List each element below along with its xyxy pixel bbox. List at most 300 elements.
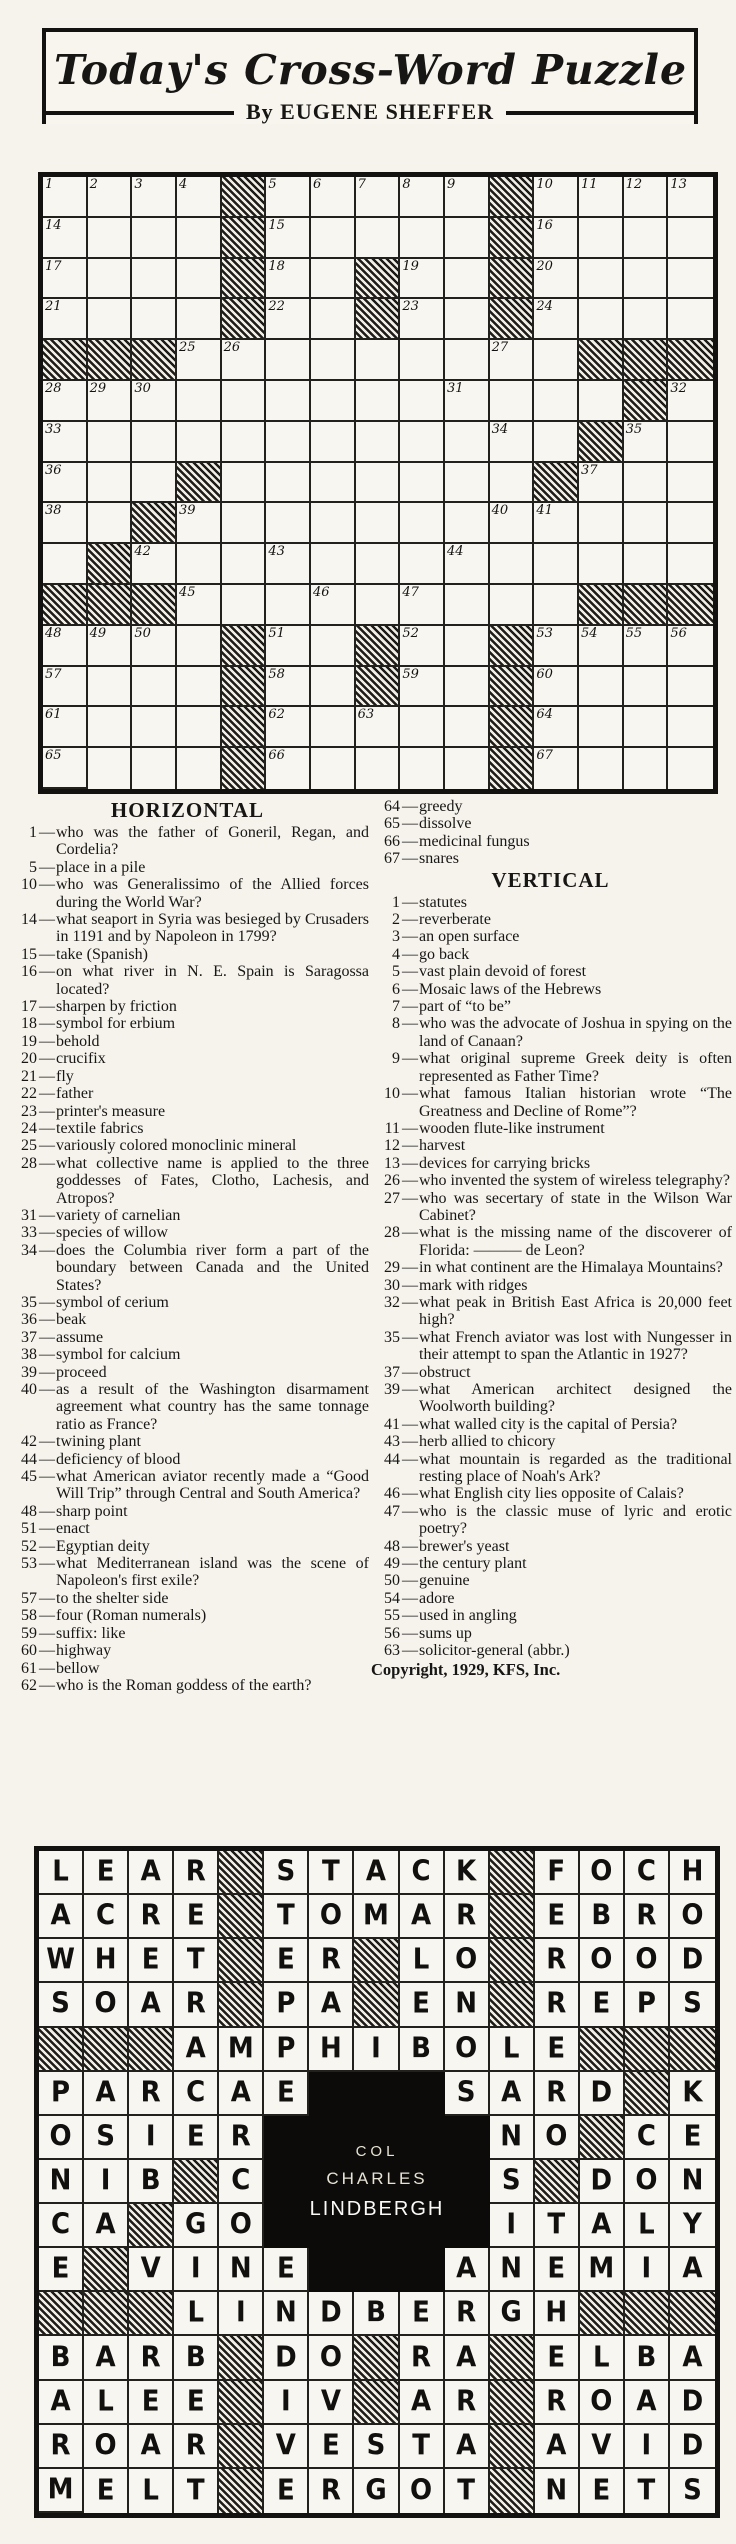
- solution-letter: E: [547, 2032, 566, 2065]
- solution-letter: N: [49, 2164, 72, 2198]
- puzzle-cell[interactable]: [445, 340, 490, 381]
- puzzle-cell[interactable]: [668, 177, 713, 218]
- clue-item: 15 — take (Spanish): [21, 945, 148, 963]
- solution-letter: H: [94, 1944, 117, 1977]
- puzzle-cell[interactable]: [132, 544, 177, 585]
- puzzle-cell[interactable]: [266, 259, 311, 300]
- puzzle-cell[interactable]: [311, 299, 356, 340]
- puzzle-cell[interactable]: [445, 259, 490, 300]
- puzzle-cell[interactable]: [624, 748, 669, 789]
- puzzle-cell[interactable]: [266, 299, 311, 340]
- black-cell: [222, 626, 267, 667]
- solution-letter: D: [275, 2341, 297, 2374]
- puzzle-cell[interactable]: [534, 748, 579, 789]
- puzzle-cell[interactable]: [490, 422, 535, 463]
- cell-number: 19: [402, 258, 419, 274]
- solution-letter-cell: [535, 2072, 580, 2116]
- puzzle-cell[interactable]: [177, 340, 222, 381]
- solution-black-cell: [490, 2381, 535, 2425]
- puzzle-cell[interactable]: [624, 707, 669, 748]
- solution-letter: I: [100, 2164, 111, 2198]
- puzzle-cell[interactable]: [222, 544, 267, 585]
- solution-letter-cell: [625, 2204, 670, 2248]
- copyright-line: Copyright, 1929, KFS, Inc.: [371, 1659, 561, 1679]
- puzzle-cell[interactable]: [400, 259, 445, 300]
- puzzle-cell[interactable]: [624, 626, 669, 667]
- cell-number: 48: [45, 625, 62, 641]
- cell-number: 12: [625, 177, 643, 192]
- puzzle-cell[interactable]: [311, 177, 356, 218]
- solution-letter-cell: [625, 2160, 670, 2204]
- page-title: Today's Cross-Word Puzzle: [54, 46, 688, 94]
- puzzle-cell[interactable]: [43, 218, 88, 259]
- puzzle-cell[interactable]: [668, 748, 713, 789]
- solution-black-cell: [670, 2292, 715, 2336]
- puzzle-cell[interactable]: [400, 340, 445, 381]
- cell-number: 26: [223, 340, 241, 356]
- black-cell: [222, 218, 267, 259]
- puzzle-cell[interactable]: [400, 707, 445, 748]
- puzzle-cell[interactable]: [132, 667, 177, 708]
- puzzle-cell[interactable]: [311, 667, 356, 708]
- solution-letter-cell: [400, 2336, 445, 2380]
- puzzle-cell[interactable]: [177, 667, 222, 708]
- puzzle-cell[interactable]: [668, 259, 713, 300]
- puzzle-cell[interactable]: [624, 299, 669, 340]
- puzzle-cell[interactable]: [43, 503, 88, 544]
- puzzle-cell[interactable]: [668, 218, 713, 259]
- puzzle-cell[interactable]: [132, 626, 177, 667]
- puzzle-cell[interactable]: [534, 177, 579, 218]
- solution-letter: I: [371, 2032, 381, 2065]
- puzzle-cell[interactable]: [43, 177, 88, 218]
- puzzle-cell[interactable]: [88, 626, 133, 667]
- solution-letter-cell: [625, 2425, 670, 2469]
- puzzle-cell[interactable]: [132, 177, 177, 218]
- solution-letter: H: [681, 1855, 704, 1889]
- solution-black-cell: [490, 1851, 535, 1895]
- puzzle-cell[interactable]: [579, 218, 624, 259]
- puzzle-cell[interactable]: [624, 259, 669, 300]
- solution-letter-cell: [670, 1895, 715, 1939]
- puzzle-cell[interactable]: [132, 463, 177, 504]
- puzzle-cell[interactable]: [534, 503, 579, 544]
- puzzle-cell[interactable]: [534, 667, 579, 708]
- puzzle-cell[interactable]: [266, 626, 311, 667]
- clue-item: 10 — what famous Italian historian wrote “The Greatness and Decline of Rome”?: [384, 1085, 732, 1120]
- solution-black-cell: [39, 2292, 84, 2336]
- puzzle-cell[interactable]: [222, 503, 267, 544]
- puzzle-cell[interactable]: [177, 544, 222, 585]
- solution-letter-cell: [264, 1939, 309, 1983]
- solution-letter: C: [50, 2208, 71, 2242]
- cell-number: 47: [402, 584, 419, 600]
- cell-number: 13: [670, 177, 687, 192]
- puzzle-cell[interactable]: [668, 667, 713, 708]
- puzzle-cell[interactable]: [579, 503, 624, 544]
- solution-letter-cell: [400, 2469, 445, 2513]
- puzzle-cell[interactable]: [311, 585, 356, 626]
- puzzle-cell[interactable]: [43, 707, 88, 748]
- puzzle-cell[interactable]: [266, 177, 311, 218]
- clue-item: 19 — behold: [21, 1032, 100, 1050]
- puzzle-cell[interactable]: [356, 177, 401, 218]
- solution-letter-cell: [219, 2248, 264, 2292]
- solution-letter: R: [185, 1988, 206, 2021]
- puzzle-cell[interactable]: [579, 177, 624, 218]
- cell-number: 51: [268, 625, 285, 641]
- puzzle-cell[interactable]: [177, 259, 222, 300]
- solution-letter-cell: [354, 2292, 399, 2336]
- puzzle-cell[interactable]: [445, 218, 490, 259]
- puzzle-cell[interactable]: [311, 626, 356, 667]
- solution-letter-cell: [39, 2381, 84, 2425]
- puzzle-cell[interactable]: [490, 463, 535, 504]
- puzzle-cell[interactable]: [490, 381, 535, 422]
- puzzle-cell[interactable]: [266, 585, 311, 626]
- puzzle-cell[interactable]: [177, 422, 222, 463]
- solution-letter-cell: [580, 1983, 625, 2027]
- solution-letter-cell: [129, 2381, 174, 2425]
- puzzle-cell[interactable]: [266, 218, 311, 259]
- black-cell: [490, 626, 535, 667]
- solution-letter-cell: [445, 2028, 490, 2072]
- puzzle-cell[interactable]: [668, 707, 713, 748]
- puzzle-cell[interactable]: [311, 218, 356, 259]
- black-cell: [222, 667, 267, 708]
- puzzle-cell[interactable]: [43, 544, 88, 585]
- solution-letter: I: [641, 2429, 652, 2462]
- puzzle-cell[interactable]: [445, 748, 490, 789]
- solution-letter-cell: [174, 2336, 219, 2380]
- solution-letter: R: [185, 2429, 206, 2462]
- puzzle-cell[interactable]: [400, 748, 445, 789]
- puzzle-cell[interactable]: [132, 299, 177, 340]
- puzzle-cell[interactable]: [266, 544, 311, 585]
- puzzle-cell[interactable]: [177, 707, 222, 748]
- black-cell: [668, 340, 713, 381]
- solution-black-cell: [129, 2028, 174, 2072]
- puzzle-cell[interactable]: [88, 381, 133, 422]
- solution-letter-cell: [670, 2204, 715, 2248]
- puzzle-cell[interactable]: [534, 707, 579, 748]
- solution-letter: A: [230, 2076, 251, 2109]
- puzzle-cell[interactable]: [222, 585, 267, 626]
- puzzle-cell[interactable]: [579, 463, 624, 504]
- puzzle-cell[interactable]: [177, 503, 222, 544]
- clue-item: 28 — what is the missing name of the discoverer of Florida: ——— de Leon?: [384, 1224, 732, 1259]
- puzzle-cell[interactable]: [624, 463, 669, 504]
- puzzle-cell[interactable]: [579, 707, 624, 748]
- horizontal-continued-clues-list: [369, 798, 732, 868]
- solution-letter: L: [502, 2032, 520, 2065]
- puzzle-cell[interactable]: [534, 544, 579, 585]
- puzzle-cell[interactable]: [534, 299, 579, 340]
- puzzle-cell[interactable]: [43, 259, 88, 300]
- clue-item: 24 — textile fabrics: [21, 1119, 144, 1137]
- puzzle-cell[interactable]: [579, 748, 624, 789]
- puzzle-cell[interactable]: [668, 422, 713, 463]
- puzzle-cell[interactable]: [177, 299, 222, 340]
- puzzle-cell[interactable]: [132, 707, 177, 748]
- puzzle-cell[interactable]: [132, 259, 177, 300]
- solution-center-block-cell: [309, 2160, 354, 2204]
- solution-black-cell: [625, 2292, 670, 2336]
- clue-item: 55 — used in angling: [384, 1607, 517, 1625]
- puzzle-cell[interactable]: [88, 748, 133, 789]
- puzzle-cell[interactable]: [88, 667, 133, 708]
- puzzle-cell[interactable]: [88, 503, 133, 544]
- puzzle-cell[interactable]: [534, 626, 579, 667]
- puzzle-cell[interactable]: [668, 626, 713, 667]
- puzzle-cell[interactable]: [266, 707, 311, 748]
- puzzle-cell[interactable]: [579, 299, 624, 340]
- solution-letter-cell: [39, 2248, 84, 2292]
- puzzle-cell[interactable]: [177, 177, 222, 218]
- solution-center-block-cell: [445, 2116, 490, 2160]
- puzzle-cell[interactable]: [445, 299, 490, 340]
- puzzle-cell[interactable]: [624, 422, 669, 463]
- puzzle-cell[interactable]: [579, 544, 624, 585]
- puzzle-cell[interactable]: [490, 340, 535, 381]
- solution-letter-cell: [670, 1983, 715, 2027]
- puzzle-cell[interactable]: [43, 748, 88, 789]
- clue-item: 3 — an open surface: [392, 928, 520, 946]
- solution-letter: V: [591, 2429, 612, 2462]
- byline-text: By EUGENE SHEFFER: [245, 99, 495, 124]
- solution-letter: M: [47, 2473, 74, 2507]
- solution-letter-cell: [535, 2116, 580, 2160]
- solution-letter-cell: [580, 2336, 625, 2380]
- puzzle-cell[interactable]: [400, 626, 445, 667]
- puzzle-cell[interactable]: [668, 381, 713, 422]
- solution-black-cell: [84, 2292, 129, 2336]
- clue-item: 60 — highway: [21, 1642, 112, 1660]
- puzzle-cell[interactable]: [445, 707, 490, 748]
- puzzle-cell[interactable]: [624, 667, 669, 708]
- puzzle-cell[interactable]: [579, 667, 624, 708]
- puzzle-cell[interactable]: [132, 748, 177, 789]
- puzzle-cell[interactable]: [177, 626, 222, 667]
- puzzle-cell[interactable]: [490, 544, 535, 585]
- solution-black-cell: [490, 1939, 535, 1983]
- puzzle-cell[interactable]: [311, 340, 356, 381]
- solution-letter: H: [320, 2032, 342, 2065]
- puzzle-cell[interactable]: [624, 177, 669, 218]
- puzzle-cell[interactable]: [311, 707, 356, 748]
- solution-letter: O: [319, 1899, 342, 1933]
- puzzle-cell[interactable]: [579, 381, 624, 422]
- puzzle-cell[interactable]: [624, 503, 669, 544]
- puzzle-cell[interactable]: [177, 585, 222, 626]
- solution-letter-cell: [309, 2425, 354, 2469]
- puzzle-cell[interactable]: [88, 422, 133, 463]
- puzzle-cell[interactable]: [668, 463, 713, 504]
- solution-letter: R: [546, 1988, 567, 2021]
- puzzle-cell[interactable]: [668, 503, 713, 544]
- puzzle-cell[interactable]: [668, 299, 713, 340]
- solution-letter: R: [411, 2341, 432, 2374]
- solution-letter-cell: [174, 2292, 219, 2336]
- puzzle-cell[interactable]: [534, 218, 579, 259]
- solution-letter: O: [229, 2208, 252, 2242]
- solution-center-block-cell: [309, 2248, 354, 2292]
- puzzle-cell[interactable]: [266, 667, 311, 708]
- puzzle-cell[interactable]: [356, 585, 401, 626]
- solution-letter-cell: [129, 2160, 174, 2204]
- puzzle-cell[interactable]: [445, 381, 490, 422]
- solution-letter: V: [140, 2253, 161, 2286]
- solution-letter: T: [637, 2474, 656, 2508]
- puzzle-cell[interactable]: [43, 299, 88, 340]
- puzzle-cell[interactable]: [356, 218, 401, 259]
- solution-black-cell: [490, 2336, 535, 2380]
- solution-letter: R: [230, 2120, 251, 2154]
- cell-number: 60: [536, 666, 553, 682]
- puzzle-cell[interactable]: [222, 340, 267, 381]
- puzzle-cell[interactable]: [400, 218, 445, 259]
- puzzle-cell[interactable]: [445, 177, 490, 218]
- puzzle-cell[interactable]: [43, 626, 88, 667]
- clue-item: 10 — who was Generalissimo of the Allied forces during the World War?: [21, 876, 369, 911]
- solution-letter: P: [276, 1988, 296, 2021]
- solution-letter-cell: [580, 2160, 625, 2204]
- cell-number: 27: [491, 340, 509, 356]
- solution-letter-cell: [445, 2469, 490, 2513]
- puzzle-cell[interactable]: [43, 381, 88, 422]
- solution-letter: C: [411, 1855, 431, 1889]
- solution-letter: D: [681, 1944, 704, 1977]
- solution-letter-cell: [625, 1895, 670, 1939]
- black-cell: [132, 503, 177, 544]
- solution-letter-cell: [490, 2248, 535, 2292]
- solution-letter: S: [366, 2429, 386, 2462]
- puzzle-cell[interactable]: [445, 626, 490, 667]
- puzzle-cell[interactable]: [177, 381, 222, 422]
- solution-center-block-cell: [264, 2204, 309, 2248]
- solution-black-cell: [219, 2469, 264, 2513]
- cell-number: 46: [313, 584, 330, 600]
- solution-letter-cell: [129, 1983, 174, 2027]
- puzzle-cell[interactable]: [266, 340, 311, 381]
- solution-black-cell: [219, 2425, 264, 2469]
- solution-letter: R: [320, 1944, 341, 1977]
- puzzle-cell[interactable]: [88, 259, 133, 300]
- puzzle-cell[interactable]: [356, 340, 401, 381]
- solution-letter-cell: [84, 1983, 129, 2027]
- solution-letter-cell: [39, 2160, 84, 2204]
- puzzle-cell[interactable]: [400, 667, 445, 708]
- puzzle-cell[interactable]: [579, 259, 624, 300]
- solution-letter: L: [52, 1855, 69, 1889]
- puzzle-cell[interactable]: [445, 544, 490, 585]
- solution-letter: D: [681, 2429, 704, 2462]
- puzzle-cell[interactable]: [177, 218, 222, 259]
- solution-letter: S: [276, 1855, 296, 1889]
- puzzle-cell[interactable]: [88, 218, 133, 259]
- puzzle-cell[interactable]: [624, 218, 669, 259]
- solution-letter: A: [50, 2385, 71, 2418]
- puzzle-cell[interactable]: [490, 503, 535, 544]
- clue-item: 17 — sharpen by friction: [21, 998, 177, 1016]
- puzzle-cell[interactable]: [534, 381, 579, 422]
- puzzle-cell[interactable]: [445, 667, 490, 708]
- puzzle-cell[interactable]: [88, 707, 133, 748]
- puzzle-cell[interactable]: [43, 667, 88, 708]
- puzzle-cell[interactable]: [490, 585, 535, 626]
- puzzle-cell[interactable]: [400, 177, 445, 218]
- solution-center-block-cell: [400, 2204, 445, 2248]
- puzzle-cell[interactable]: [222, 422, 267, 463]
- clue-item: 41 — what walled city is the capital of Persia?: [384, 1415, 678, 1433]
- puzzle-cell[interactable]: [266, 748, 311, 789]
- puzzle-cell[interactable]: [132, 381, 177, 422]
- puzzle-cell[interactable]: [43, 422, 88, 463]
- solution-letter: R: [140, 2341, 161, 2374]
- puzzle-cell[interactable]: [356, 707, 401, 748]
- puzzle-cell[interactable]: [534, 422, 579, 463]
- puzzle-cell[interactable]: [222, 463, 267, 504]
- puzzle-cell[interactable]: [88, 463, 133, 504]
- solution-letter: G: [500, 2297, 522, 2330]
- puzzle-cell[interactable]: [311, 259, 356, 300]
- solution-letter-cell: [219, 2292, 264, 2336]
- solution-letter-cell: [354, 2425, 399, 2469]
- puzzle-cell[interactable]: [132, 422, 177, 463]
- solution-grid: [34, 1846, 720, 2518]
- black-cell: [490, 707, 535, 748]
- solution-letter-cell: [84, 2160, 129, 2204]
- puzzle-cell[interactable]: [400, 585, 445, 626]
- solution-letter-cell: [490, 2204, 535, 2248]
- puzzle-cell[interactable]: [534, 585, 579, 626]
- solution-center-block-cell: [400, 2116, 445, 2160]
- cell-number: 6: [313, 177, 322, 192]
- puzzle-cell[interactable]: [43, 463, 88, 504]
- solution-letter: O: [319, 2341, 342, 2374]
- cell-number: 45: [179, 584, 196, 600]
- puzzle-cell[interactable]: [534, 340, 579, 381]
- puzzle-cell[interactable]: [177, 748, 222, 789]
- puzzle-cell[interactable]: [445, 585, 490, 626]
- puzzle-cell[interactable]: [534, 259, 579, 300]
- solution-letter: E: [412, 2297, 430, 2330]
- cell-number: 37: [581, 462, 598, 478]
- puzzle-cell[interactable]: [579, 626, 624, 667]
- puzzle-cell[interactable]: [266, 381, 311, 422]
- puzzle-cell[interactable]: [132, 218, 177, 259]
- black-cell: [490, 218, 535, 259]
- solution-letter: H: [545, 2297, 568, 2330]
- puzzle-cell[interactable]: [311, 748, 356, 789]
- solution-letter-cell: [219, 2028, 264, 2072]
- puzzle-cell[interactable]: [400, 299, 445, 340]
- solution-letter-cell: [445, 2381, 490, 2425]
- solution-letter-cell: [39, 2425, 84, 2469]
- solution-letter-cell: [625, 2116, 670, 2160]
- puzzle-cell[interactable]: [668, 544, 713, 585]
- puzzle-cell[interactable]: [624, 544, 669, 585]
- puzzle-cell[interactable]: [356, 748, 401, 789]
- solution-letter-cell: [219, 2116, 264, 2160]
- solution-letter: O: [94, 1988, 117, 2021]
- puzzle-cell[interactable]: [88, 299, 133, 340]
- clue-item: 9 — what original supreme Greek deity is often represented as Father Time?: [392, 1050, 732, 1085]
- cell-number: 16: [536, 217, 553, 233]
- solution-letter: I: [641, 2253, 652, 2286]
- puzzle-cell[interactable]: [222, 381, 267, 422]
- puzzle-cell[interactable]: [88, 177, 133, 218]
